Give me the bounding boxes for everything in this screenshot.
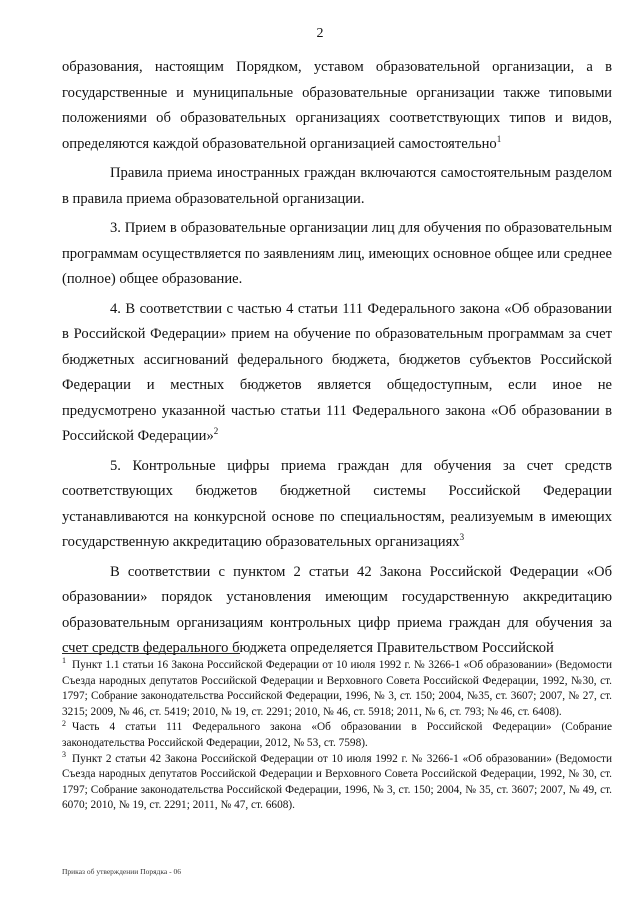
document-body	[62, 55, 612, 666]
paragraph-item-4	[62, 297, 612, 450]
paragraph-accreditation	[62, 560, 612, 662]
footnote-mark: 1	[62, 656, 66, 666]
footnote-ref: 3	[459, 532, 465, 543]
footnote-3	[62, 749, 612, 814]
footnote-text: Часть 4 статьи 111 Федерального закона «Об образовании в Российской Федерации» (Собрание законодательства Российской Федерации, 2012, № 53, ст. 7598).	[62, 721, 612, 749]
footnote-mark: 3	[62, 749, 66, 759]
footnote-1	[62, 658, 612, 720]
footnote-ref: 1	[496, 133, 502, 144]
footnotes	[62, 658, 612, 814]
page-number: 2	[316, 26, 324, 41]
footnote-2	[62, 720, 612, 751]
paragraph-foreign-citizens	[62, 161, 612, 212]
paragraph-text: образования, настоящим Порядком, уставом образовательной организации, а в государственные и муниципальные образовательные организации также типовыми положениями об образовательных организациях соответствующих типов и видов, определяются каждой образовательной организацией самостоятельно	[62, 59, 612, 152]
page-footer: Приказ об утверждении Порядка - 06	[62, 867, 181, 876]
footnote-separator	[62, 653, 240, 654]
paragraph-item-5	[62, 454, 612, 556]
paragraph-continuation	[62, 55, 612, 157]
paragraph-text: 4. В соответствии с частью 4 статьи 111 Федерального закона «Об образовании в Российской Федерации» прием на обучение по образовательным программам за счет бюджетных ассигнований федерального бюджета, бюджетов субъектов Российской Федерации и местных бюджетов является общедоступным, если иное не предусмотрено указанной частью статьи 111 Федерального закона «Об образовании в Российской Федерации»	[62, 300, 612, 444]
footnote-ref: 2	[213, 426, 219, 437]
paragraph-text: 5. Контрольные цифры приема граждан для обучения за счет средств соответствующих бюджетов бюджетной системы Российской Федерации устанавливаются на конкурсной основе по специальностям, реализуемым в имеющих государственную аккредитацию образовательных организациях	[62, 457, 612, 550]
paragraph-text: Правила приема иностранных граждан включаются самостоятельным разделом в правила приема образовательной организации.	[62, 165, 612, 207]
footnote-text: Пункт 2 статьи 42 Закона Российской Федерации от 10 июля 1992 г. № 3266-1 «Об образовании» (Ведомости Съезда народных депутатов Российской Федерации и Верховного Совета Российской Федерации, 1992, № 30, ст. 1797; Собрание законодательства Российской Федерации, 1996, № 3, ст. 150; 2004, № 35, ст. 3607; 2007, № 49, ст. 6070; 2010, № 19, ст. 2291; 2011, № 47, ст. 6608).	[62, 752, 612, 812]
footnote-mark: 2	[62, 718, 66, 728]
footnote-text: Пункт 1.1 статьи 16 Закона Российской Федерации от 10 июля 1992 г. № 3266-1 «Об образовании» (Ведомости Съезда народных депутатов Российской Федерации и Верховного Совета Российской Федерации, 1992, №30, ст. 1797; Собрание законодательства Российской Федерации, 1996, № 3, ст. 150; 2004, №35, ст. 3607; 2007, № 27, ст. 3215; 2009, № 46, ст. 5419; 2010, № 19, ст. 2291; 2010, № 46, ст. 5918; 2011, № 6, ст. 793; № 46, ст. 6408).	[62, 659, 612, 718]
paragraph-text: В соответствии с пунктом 2 статьи 42 Закона Российской Федерации «Об образовании» порядок установления имеющим государственную аккредитацию образовательным организациям контрольных цифр приема граждан для обучения за счет средств федерального бюджета определяется Правительством Российской	[62, 563, 612, 656]
paragraph-text: 3. Прием в образовательные организации лиц для обучения по образовательным программам осуществляется по заявлениям лиц, имеющих основное общее или среднее (полное) общее образование.	[62, 220, 612, 287]
paragraph-item-3	[62, 216, 612, 293]
